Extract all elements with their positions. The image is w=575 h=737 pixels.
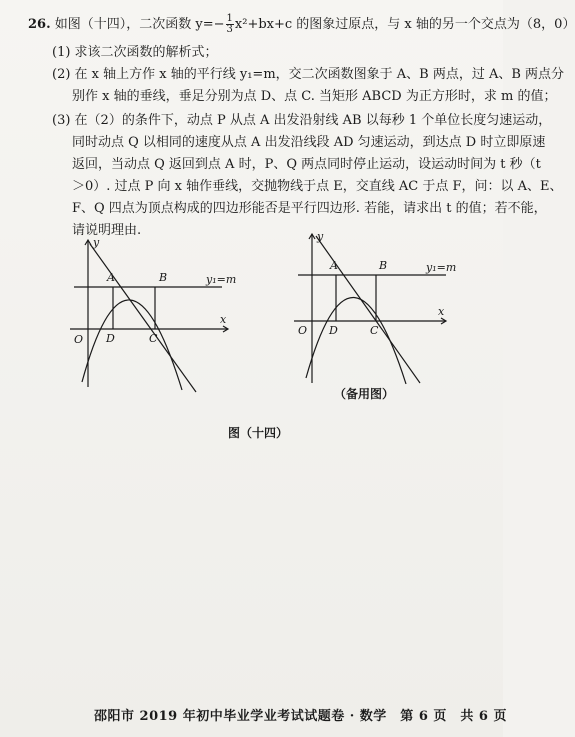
fraction-denominator: 3 (226, 24, 233, 35)
part-3-line-4: ＞0）. 过点 P 向 x 轴作垂线，交抛物线于点 E，交直线 AC 于点 F，问：以 A、E、 (72, 179, 563, 194)
parabola-right (306, 297, 406, 384)
label-d-left: D (106, 332, 115, 345)
label-c-right: C (370, 324, 379, 337)
figure-left (60, 232, 260, 392)
label-line-right: y₁=m (426, 261, 457, 274)
stem-text-before: 如图（十四），二次函数 y=− (54, 17, 225, 32)
figure-right (286, 228, 486, 388)
label-x-left: x (220, 313, 227, 326)
fraction-numerator: 1 (226, 13, 233, 24)
label-y-right: y (317, 230, 324, 243)
part-3-line-2: 同时动点 Q 以相同的速度从点 A 出发沿线段 AD 匀速运动，到达点 D 时立即原速 (72, 135, 546, 150)
part-3-line-5: F、Q 四点为顶点构成的四边形能否是平行四边形. 若能，请求出 t 的值；若不能， (72, 201, 547, 216)
fraction (226, 14, 234, 35)
part-3-line-6: 请说明理由. (72, 223, 142, 238)
part-3-line-3: 返回，当动点 Q 返回到点 A 时，P、Q 两点同时停止运动，设运动时间为 t 秒（t (72, 157, 541, 172)
label-d-right: D (329, 324, 338, 337)
label-b-left: B (159, 271, 168, 284)
label-o-left: O (74, 333, 84, 346)
question-number: 26. (28, 17, 51, 32)
label-line-left: y₁=m (206, 273, 237, 286)
parabola-left (82, 300, 182, 390)
part-2-line-1: (2) 在 x 轴上方作 x 轴的平行线 y₁=m，交二次函数图象于 A、B 两点，过 A、B 两点分 (52, 67, 565, 82)
backup-figure-caption: （备用图） (334, 387, 395, 401)
label-y-left: y (93, 236, 100, 249)
stem-text-after: x²+bx+c 的图象过原点，与 x 轴的另一个交点为（8，0） (234, 17, 575, 32)
label-o-right: O (298, 324, 308, 337)
label-a-left: A (107, 271, 115, 284)
page-footer: 邵阳市 2019 年初中毕业学业考试试题卷 · 数学 第 6 页 共 6 页 (94, 709, 508, 724)
label-a-right: A (330, 259, 338, 272)
part-2-line-2: 别作 x 轴的垂线，垂足分别为点 D、点 C. 当矩形 ABCD 为正方形时，求 m 的值； (72, 89, 557, 104)
label-x-right: x (438, 305, 445, 318)
part-3-line-1: (3) 在（2）的条件下，动点 P 从点 A 出发沿射线 AB 以每秒 1 个单位长度匀速运动， (52, 113, 552, 128)
question-stem (28, 14, 575, 35)
part-1: (1) 求该二次函数的解析式； (52, 45, 218, 60)
label-b-right: B (379, 259, 388, 272)
figure-caption: 图（十四） (228, 426, 289, 440)
label-c-left: C (149, 332, 158, 345)
